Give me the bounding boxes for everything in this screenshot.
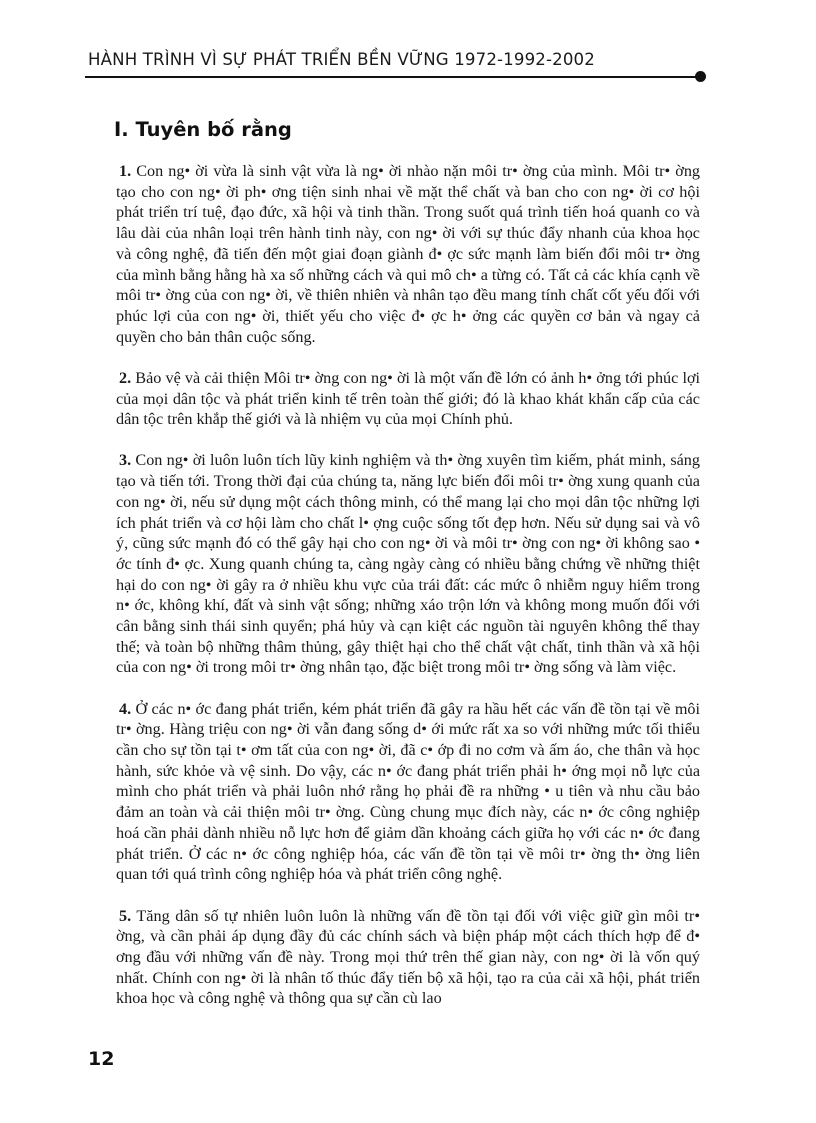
paragraph-number: 1.: [119, 162, 132, 180]
paragraph-text: Ở các n• ớc đang phát triển, kém phát triển đã gây ra hầu hết các vấn đề tồn tại về môi tr• ờng. Hàng triệu con ng• ời vẫn đang sống d• ới mức rất xa so với những mức tối thiểu cần cho sự tồn tại t• ơm tất của con ng• ời, đã c• ớp đi no cơm và ấm áo, che thân và học hành, sức khỏe và vệ sinh. Do vậy, các n• ớc đang phát triển phải h• ớng mọi nỗ lực của mình cho phát triển và phải luôn nhớ rằng họ phải đề ra những • u tiên và nhu cầu bảo đảm an toàn và cải thiện môi tr• ờng. Cùng chung mục đích này, các n• ớc công nghiệp hoá cần phải dành nhiều nỗ lực hơn để giảm dần khoảng cách giữa họ với các n• ớc đang phát triển. Ở các n• ớc công nghiệp hóa, các vấn đề tồn tại về môi tr• ờng th• ờng liên quan tới quá trình công nghiệp hóa và phát triển công nghệ.: [116, 699, 701, 884]
paragraph-text: Con ng• ời luôn luôn tích lũy kinh nghiệm và th• ờng xuyên tìm kiếm, phát minh, sáng tạo và tiến tới. Trong thời đại của chúng ta, năng lực biến đổi môi tr• ờng xung quanh của con ng• ời, nếu sử dụng một cách thông minh, có thể mang lại cho mọi dân tộc những lợi ích phát triển và cơ hội làm cho chất l• ợng cuộc sống tốt đẹp hơn. Nếu sử dụng sai và vô ý, cũng sức mạnh đó có thể gây hại cho con ng• ời và môi tr• ờng con ng• ời không sao • ớc tính đ• ợc. Xung quanh chúng ta, càng ngày càng có nhiều bằng chứng về những thiệt hại do con ng• ời gây ra ở nhiều khu vực của trái đất: các mức ô nhiễm nguy hiểm trong n• ớc, không khí, đất và sinh vật sống; những xáo trộn lớn và không mong muốn đối với cân bằng sinh thái sinh quyển; phá hủy và cạn kiệt các nguồn tài nguyên không thể thay thế; và toàn bộ những thâm thủng, gây thiệt hại cho thể chất vật chất, tinh thần và xã hội của con ng• ời trong môi tr• ờng nhân tạo, đặc biệt trong môi tr• ờng sống và làm việc.: [116, 451, 700, 677]
paragraph-text: Bảo vệ và cải thiện Môi tr• ờng con ng• ời là một vấn đề lớn có ảnh h• ởng tới phúc lợi của mọi dân tộc và phát triển kinh tế trên toàn thế giới; đó là khao khát khẩn cấp của các dân tộc trên khắp thế giới và là nhiệm vụ của mọi Chính phủ.: [116, 368, 701, 429]
paragraph-number: 5.: [119, 906, 132, 925]
paragraph-3: [116, 450, 700, 678]
running-header: HÀNH TRÌNH VÌ SỰ PHÁT TRIỂN BỀN VỮNG 1972-1992-2002: [88, 50, 595, 69]
paragraph-number: 2.: [119, 368, 132, 387]
body-text: [116, 161, 700, 1030]
header-dot: [695, 71, 706, 82]
section-title: I. Tuyên bố rằng: [114, 118, 292, 141]
paragraph-2: [116, 368, 700, 430]
paragraph-text: Con ng• ời vừa là sinh vật vừa là ng• ời nhào nặn môi tr• ờng của mình. Môi tr• ờng tạo cho con ng• ời ph• ơng tiện sinh nhai về mặt thể chất và ban cho con ng• ời cơ hội phát triển trí tuệ, đạo đức, xã hội và tinh thần. Trong suốt quá trình tiến hoá quanh co và lâu dài của nhân loại trên hành tinh này, con ng• ời với sự thúc đẩy nhanh của khoa học và công nghệ, đã tiến đến một giai đoạn giành đ• ợc sức mạnh làm biến đổi môi tr• ờng của mình bằng hằng hà xa số những cách và qui mô ch• a từng có. Tất cả các khía cạnh về môi tr• ờng của con ng• ời, về thiên nhiên và nhân tạo đều mang tính chất cốt yếu đối với phúc lợi của con ng• ời, thiết yếu cho việc đ• ợc h• ởng các quyền cơ bản và ngay cả quyền cho bản thân cuộc sống.: [116, 162, 701, 346]
paragraph-number: 3.: [119, 451, 132, 470]
paragraph-5: [116, 906, 700, 1010]
paragraph-text: Tăng dân số tự nhiên luôn luôn là những vấn đề tồn tại đối với việc giữ gìn môi tr• ờng, và cần phải áp dụng đầy đủ các chính sách và biện pháp một cách thích hợp để đ• ơng đầu với những vấn đề này. Trong mọi thứ trên thế gian này, con ng• ời là vốn quý nhất. Chính con ng• ời là nhân tố thúc đẩy tiến bộ xã hội, tạo ra của cải xã hội, phát triển khoa học và công nghệ và thông qua sự cần cù lao: [116, 906, 700, 1008]
header-rule: [85, 76, 699, 78]
paragraph-1: [116, 161, 700, 347]
page-number: 12: [88, 1048, 115, 1070]
paragraph-number: 4.: [119, 699, 132, 718]
paragraph-4: [116, 699, 700, 885]
